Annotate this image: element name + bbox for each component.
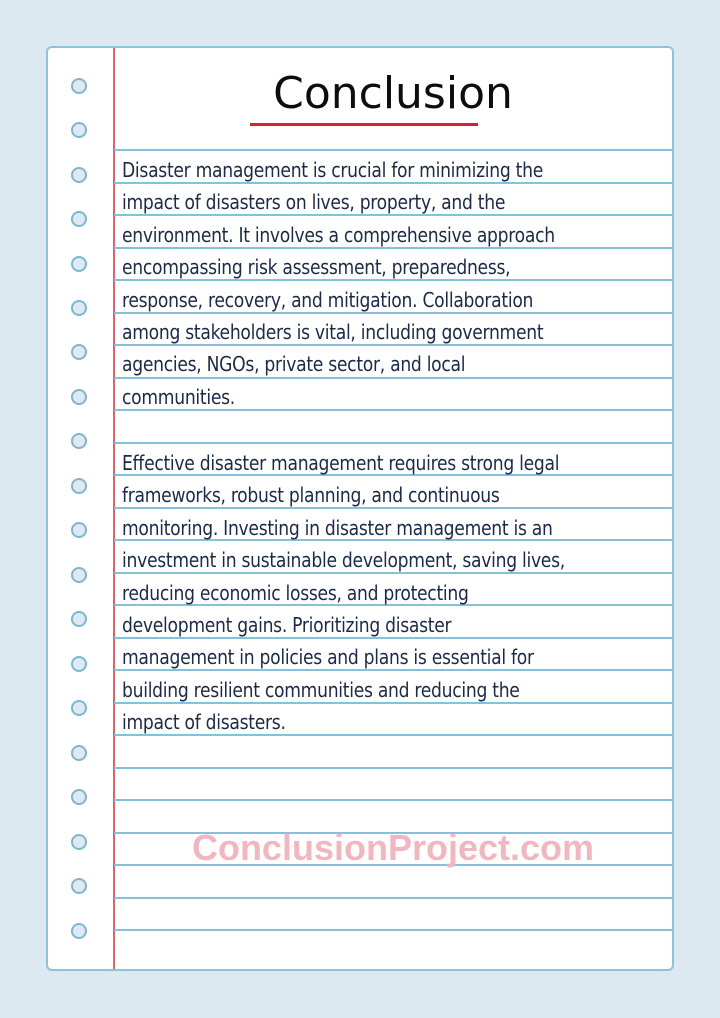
text-line: frameworks, robust planning, and continuous — [122, 483, 500, 508]
text-line: among stakeholders is vital, including government — [122, 319, 544, 344]
ruled-line — [114, 442, 672, 444]
binder-ring-icon — [71, 122, 87, 138]
binder-ring-icon — [71, 878, 87, 894]
binder-ring-icon — [71, 611, 87, 627]
binder-ring-icon — [71, 433, 87, 449]
binder-ring-icon — [71, 211, 87, 227]
text-line: investment in sustainable development, saving lives, — [122, 548, 565, 573]
binder-ring-icon — [71, 567, 87, 583]
binder-ring-icon — [71, 700, 87, 716]
text-line: impact of disasters. — [122, 710, 286, 735]
binder-ring-icon — [71, 923, 87, 939]
text-line: response, recovery, and mitigation. Collaboration — [122, 287, 534, 312]
ruled-line — [114, 767, 672, 769]
binder-ring-icon — [71, 745, 87, 761]
paragraph-1 — [122, 154, 674, 413]
text-line: agencies, NGOs, private sector, and local — [122, 352, 466, 377]
binder-ring-icon — [71, 834, 87, 850]
binder-ring-icon — [71, 389, 87, 405]
text-line: development gains. Prioritizing disaster — [122, 612, 452, 637]
ruled-line — [114, 897, 672, 899]
text-line: Disaster management is crucial for minimizing the — [122, 158, 543, 182]
binder-ring-icon — [71, 478, 87, 494]
page-title: Conclusion — [273, 68, 513, 119]
text-line: impact of disasters on lives, property, and the — [122, 190, 506, 215]
ruled-line — [114, 799, 672, 801]
binder-ring-icon — [71, 656, 87, 672]
text-line: Effective disaster management requires strong legal — [122, 451, 560, 475]
title-underline — [250, 123, 478, 126]
binder-ring-icon — [71, 300, 87, 316]
binder-ring-icon — [71, 789, 87, 805]
ruled-line — [114, 929, 672, 931]
text-line: building resilient communities and reducing the — [122, 677, 520, 702]
text-line: communities. — [122, 384, 235, 409]
text-line: management in policies and plans is essential for — [122, 645, 534, 670]
binder-ring-icon — [71, 167, 87, 183]
text-line: encompassing risk assessment, preparedness, — [122, 255, 511, 280]
text-line: reducing economic losses, and protecting — [122, 580, 469, 605]
binder-ring-icon — [71, 256, 87, 272]
notebook-paper — [46, 46, 674, 971]
binder-ring-icon — [71, 344, 87, 360]
ruled-line — [114, 149, 672, 151]
watermark: ConclusionProject.com — [191, 827, 595, 868]
paragraph-2 — [122, 447, 674, 739]
text-line: monitoring. Investing in disaster management is an — [122, 515, 553, 540]
binder-ring-icon — [71, 78, 87, 94]
text-line: environment. It involves a comprehensive approach — [122, 222, 555, 247]
binder-ring-icon — [71, 522, 87, 538]
